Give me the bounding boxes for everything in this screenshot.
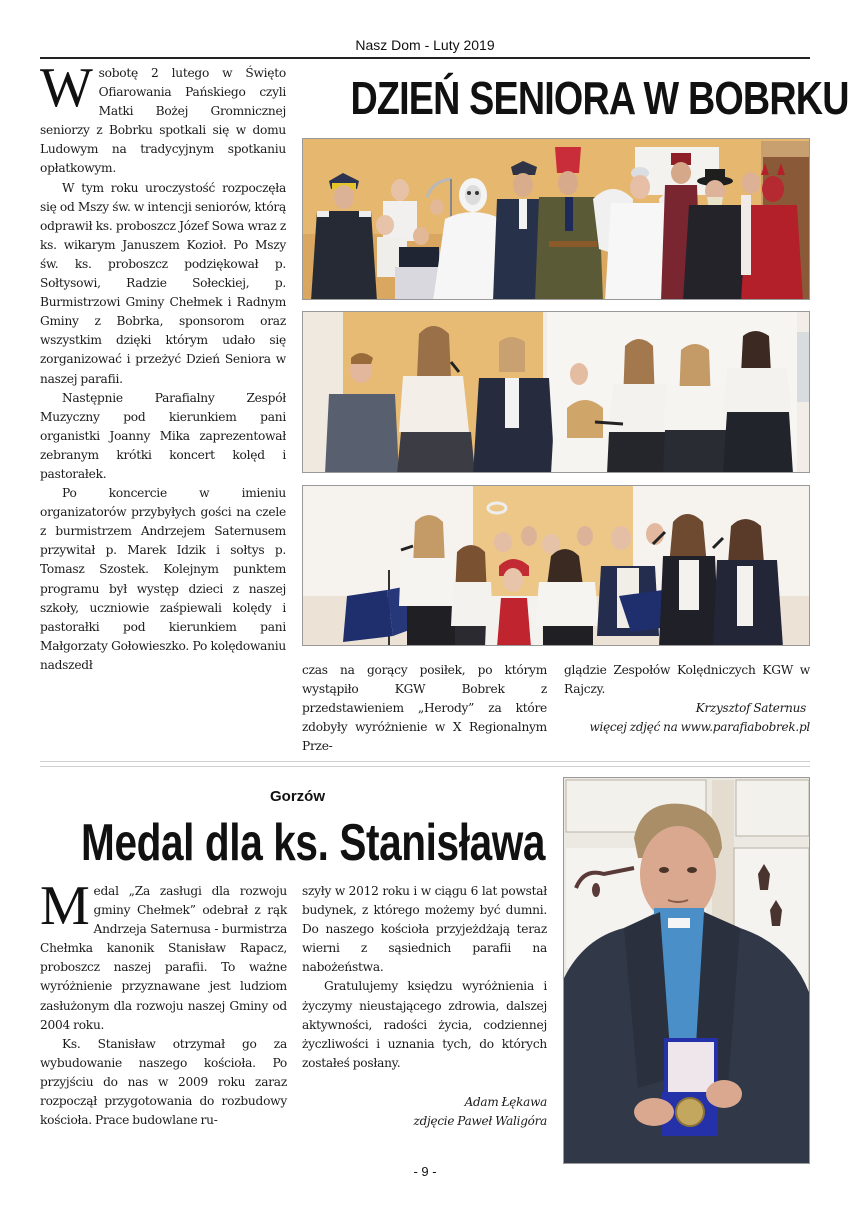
article-column-1: [40, 875, 287, 1130]
paragraph: sobotę 2 lutego w Święto Ofiarowania Pańskiego czyli Matki Bożej Gromnicznej seniorzy z Bobrku spotkali się w domu Ludowym na tradycyjnym spotkaniu opłatkowym.: [40, 66, 286, 176]
article-column-2: [302, 661, 547, 756]
paragraph: Następnie Parafialny Zespół Muzyczny pod kierunkiem pani organistki Joanny Mika zaprezentował zebranym krótki koncert kolęd i pastorałek.: [40, 390, 286, 481]
author-signature: Krzysztof Saternus: [695, 701, 806, 716]
paragraph: glądzie Zespołów Kolędniczych KGW w Rajczy.: [564, 663, 810, 697]
article-column-3: [564, 661, 810, 737]
drop-cap: W: [40, 57, 93, 119]
drop-cap: M: [40, 875, 90, 937]
paragraph: Ks. Stanisław otrzymał go za wybudowanie naszego kościoła. Po przyjściu do nas w 2009 roku zaraz rozpoczął przygotowania do rozbudowy kościoła. Prace budowlane ru-: [40, 1036, 287, 1128]
paragraph: czas na gorący posiłek, po którym wystąpiło KGW Bobrek z przedstawieniem „Herody” za które zdobyły wyróżnienie w X Regionalnym Prze-: [302, 663, 547, 754]
article-title: DZIEŃ SENIORA W BOBRKU: [350, 72, 849, 124]
paragraph: edal „Za zasługi dla rozwoju gminy Chełmek” odebrał z rąk Andrzeja Saternusa - burmistrza Chełmka kanonik Stanisław Rapacz, proboszcz naszej parafii. To ważne wyróżnienie przyznawane jest ludziom zasłużonym dla rozwoju naszej Gminy od 2004 roku.: [40, 884, 287, 1032]
article-kicker: Gorzów: [270, 788, 325, 805]
paragraph: W tym roku uroczystość rozpoczęła się od Mszy św. w intencji seniorów, którą odprawił ks. proboszcz Józef Sowa wraz z ks. wikarym Januszem Kozioł. Po Mszy św. ks. proboszcz podziękował p. Sołtysowi, Radzie Sołeckiej, p. Burmistrzowi Gminy Chełmek i Radnym Gminy z Bobrka, sponsorom oraz wszystkim dzięki którym udało się zorganizować i przeżyć Dzień Seniora w naszej parafii.: [40, 180, 286, 386]
page-number: - 9 -: [413, 1164, 437, 1179]
article-column-1: [40, 57, 286, 675]
running-head: Nasz Dom - Luty 2019: [355, 37, 495, 53]
section-divider: [40, 761, 810, 762]
article-title: Medal dla ks. Stanisława: [81, 814, 546, 872]
paragraph: szyły w 2012 roku i w ciągu 6 lat powstał budynek, z którego możemy być dumni. Do naszego kościoła przyjeżdżają teraz wierni z sąsiednich parafii na nabożeństwa.: [302, 884, 547, 975]
article-column-2: [302, 882, 547, 1131]
photo-children-choir: [302, 485, 810, 646]
author-signature: Adam Łękawa: [464, 1094, 547, 1109]
header-rule: [40, 57, 810, 59]
photo-youth-choir: [302, 311, 810, 473]
more-photos-link[interactable]: więcej zdjęć na www.parafiabobrek.pl: [589, 720, 810, 735]
photo-costume-group: [302, 138, 810, 300]
photo-priest-with-medal: [563, 777, 810, 1164]
section-divider: [40, 766, 810, 767]
paragraph: Po koncercie w imieniu organizatorów przybyłych gości na czele z burmistrzem Andrzejem Saternusem przywitał p. Marek Idzik i sołtys p. Tomasz Szostek. Kolejnym punktem programu był występ dzieci z naszej szkoły, uczniowie zaśpiewali kolędy i pastorałki pod kierunkiem pani Małgorzaty Gołowieszko. Po kolędowaniu nadszedł: [40, 486, 286, 672]
photo-credit: zdjęcie Paweł Waligóra: [413, 1113, 547, 1128]
paragraph: Gratulujemy księdzu wyróżnienia i życzymy nieustającego zdrowia, dalszej aktywności, radości życia, codziennej życzliwości i uznania tych, do których zostałeś posłany.: [302, 979, 547, 1070]
